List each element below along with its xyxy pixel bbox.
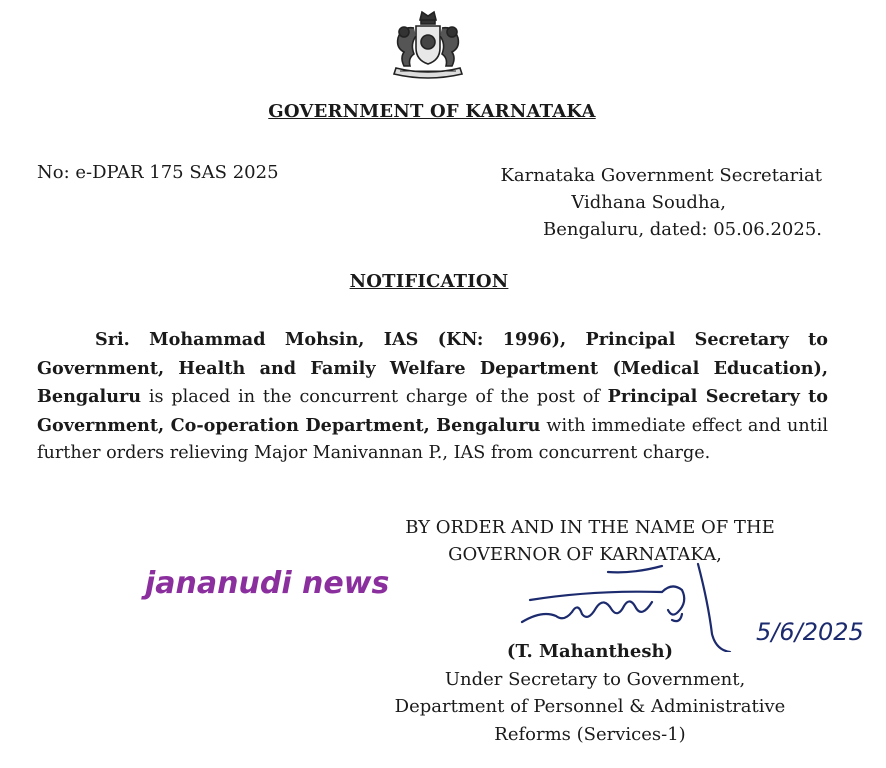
reference-number: No: e-DPAR 175 SAS 2025 xyxy=(37,162,279,183)
order-line-1: BY ORDER AND IN THE NAME OF THE xyxy=(405,517,775,538)
address-line-3: Bengaluru, dated: 05.06.2025. xyxy=(543,219,822,240)
sender-address xyxy=(430,162,822,243)
order-block xyxy=(340,514,840,568)
signatory-department: Department of Personnel & Administrative xyxy=(394,696,786,717)
signatory-name: (T. Mahanthesh) xyxy=(506,641,674,662)
karnataka-emblem-icon xyxy=(386,8,470,84)
order-line-2: GOVERNOR OF KARNATAKA, xyxy=(448,544,722,565)
watermark: jananudi news xyxy=(145,566,390,601)
signatory-block xyxy=(330,638,850,748)
officer-details: Sri. Mohammad Mohsin, IAS (KN: 1996), Principal Secretary to Government, Health and Family Welfare Department (Medical Education), Bengaluru xyxy=(37,329,828,407)
government-heading: GOVERNMENT OF KARNATAKA xyxy=(268,101,596,122)
body-text-1: is placed in the concurrent charge of the post of xyxy=(141,387,608,407)
address-line-1: Karnataka Government Secretariat xyxy=(500,165,822,186)
body-text-2: with immediate effect and until further orders relieving Major Manivannan P., IAS from concurrent charge. xyxy=(37,415,828,463)
signatory-designation: Under Secretary to Government, xyxy=(444,668,746,690)
address-line-2: Vidhana Soudha, xyxy=(571,192,726,213)
new-post: Principal Secretary to Government, Co-operation Department, Bengaluru xyxy=(37,386,828,436)
signatory-section: Reforms (Services-1) xyxy=(494,723,686,745)
signature-date: 5/6/2025 xyxy=(756,618,864,646)
notification-body xyxy=(37,326,828,468)
notification-title: NOTIFICATION xyxy=(349,271,509,292)
